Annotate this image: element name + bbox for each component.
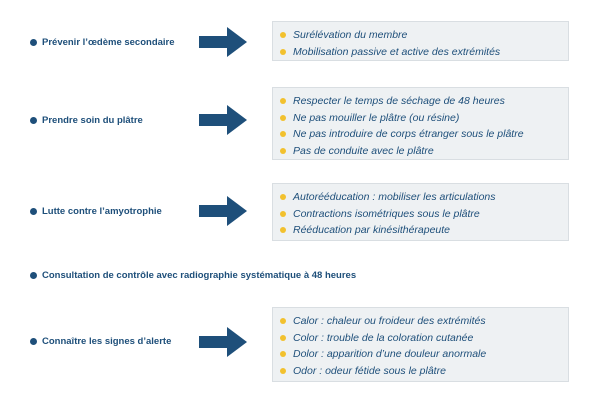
list-item: Autorééducation : mobiliser les articulations (280, 189, 568, 206)
row-label-alerte (30, 336, 171, 347)
list-item: Odor : odeur fétide sous le plâtre (280, 363, 568, 380)
advice-box-amyotrophie (272, 183, 569, 241)
list-item: Respecter le temps de séchage de 48 heures (280, 93, 568, 110)
row-label-oedeme (30, 37, 175, 48)
row-label-text: Connaître les signes d’alerte (42, 336, 172, 347)
list-item: Calor : chaleur ou froideur des extrémités (280, 313, 568, 330)
list-item: Contractions isométriques sous le plâtre (280, 206, 568, 223)
bullet-dot-icon (30, 208, 37, 215)
bullet-dot-icon (30, 117, 37, 124)
right-arrow-icon (199, 105, 247, 135)
bullet-dot-icon (280, 227, 286, 233)
bullet-dot-icon (280, 211, 286, 217)
list-item: Rééducation par kinésithérapeute (280, 222, 568, 239)
row-label-text: Lutte contre l’amyotrophie (42, 206, 162, 217)
right-arrow-icon (199, 27, 247, 57)
bullet-dot-icon (280, 115, 286, 121)
bullet-dot-icon (280, 318, 286, 324)
bullet-dot-icon (280, 49, 286, 55)
row-label-text: Consultation de contrôle avec radiographie systématique à 48 heures (42, 270, 357, 281)
bullet-dot-icon (280, 194, 286, 200)
bullet-dot-icon (280, 351, 286, 357)
row-label-consultation (30, 270, 356, 281)
list-item: Surélévation du membre (280, 27, 568, 44)
bullet-dot-icon (280, 131, 286, 137)
row-label-text: Prévenir l’œdème secondaire (42, 37, 175, 48)
advice-box-oedeme (272, 21, 569, 61)
advice-box-platre (272, 87, 569, 160)
list-item: Mobilisation passive et active des extrémités (280, 44, 568, 61)
list-item: Pas de conduite avec le plâtre (280, 143, 568, 160)
list-item: Ne pas mouiller le plâtre (ou résine) (280, 110, 568, 127)
row-label-platre (30, 115, 143, 126)
bullet-dot-icon (280, 148, 286, 154)
list-item: Ne pas introduire de corps étranger sous le plâtre (280, 126, 568, 143)
right-arrow-icon (199, 196, 247, 226)
row-label-amyotrophie (30, 206, 162, 217)
bullet-dot-icon (280, 335, 286, 341)
bullet-dot-icon (30, 272, 37, 279)
bullet-dot-icon (280, 98, 286, 104)
bullet-dot-icon (280, 32, 286, 38)
advice-box-alerte (272, 307, 569, 382)
bullet-dot-icon (280, 368, 286, 374)
list-item: Dolor : apparition d’une douleur anormale (280, 346, 568, 363)
bullet-dot-icon (30, 39, 37, 46)
list-item: Color : trouble de la coloration cutanée (280, 330, 568, 347)
row-label-text: Prendre soin du plâtre (42, 115, 143, 126)
bullet-dot-icon (30, 338, 37, 345)
right-arrow-icon (199, 327, 247, 357)
